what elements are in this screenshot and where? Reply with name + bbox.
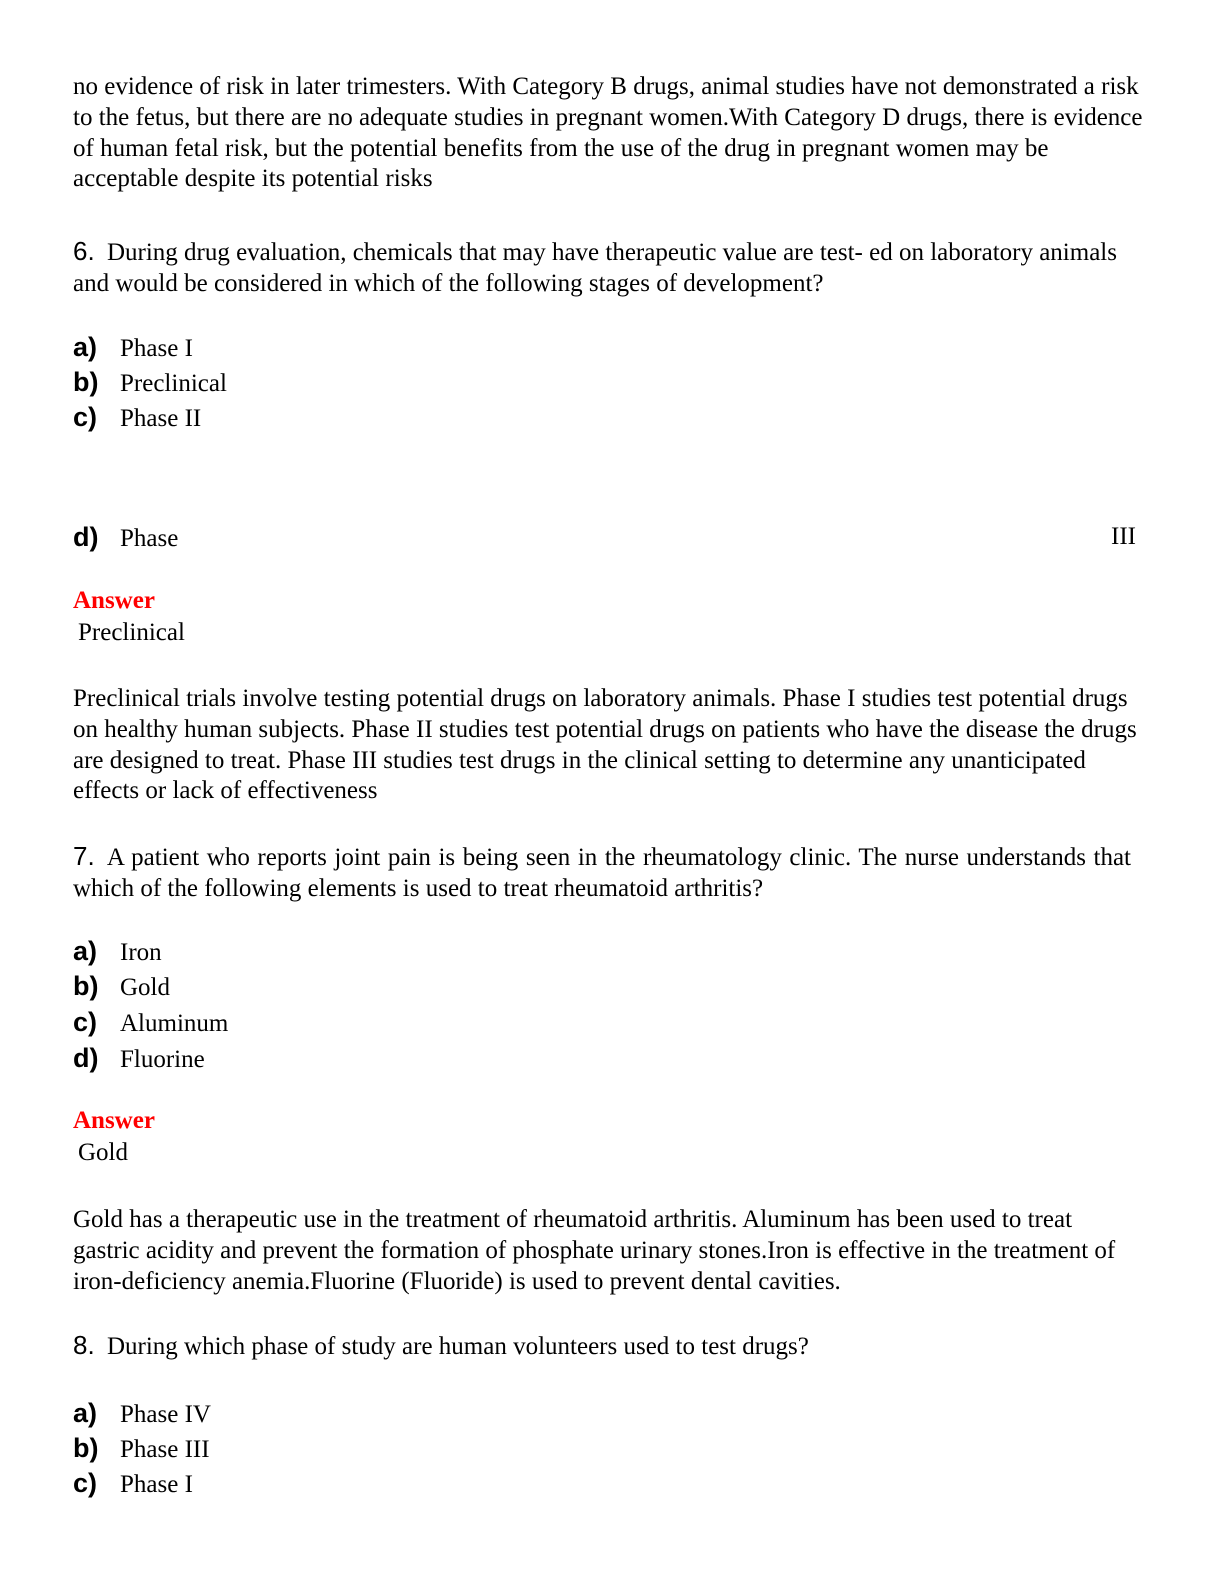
option-letter: c): [73, 402, 98, 432]
question-number: 6.: [73, 236, 95, 266]
option-8b[interactable]: [73, 1433, 210, 1465]
answer-heading: Answer: [73, 587, 155, 614]
option-letter: d): [73, 1043, 99, 1073]
option-7d[interactable]: [73, 1043, 205, 1075]
option-text: Preclinical: [120, 370, 227, 397]
answer-heading: Answer: [73, 1107, 155, 1134]
question-text: A patient who reports joint pain is being seen in the rheumatology clinic. The nurse understands that which of the following elements is used to treat rheumatoid arthritis?: [73, 844, 1131, 902]
option-6d-text-right: III: [1111, 523, 1136, 550]
question-6: [73, 236, 1131, 299]
option-letter: c): [73, 1468, 98, 1498]
option-text: Phase IV: [120, 1401, 211, 1428]
option-6c[interactable]: [73, 402, 201, 434]
answer-value: Gold: [78, 1139, 128, 1166]
option-text: Phase II: [120, 405, 202, 432]
intro-paragraph: no evidence of risk in later trimesters. With Category B drugs, animal studies have not demonstrated a risk to the fetus, but there are no adequate studies in pregnant women.With Category D drugs, there is evidence of human fetal risk, but the potential benefits from the use of the drug in pregnant women may be acceptable despite its potential risks: [73, 73, 1143, 193]
option-letter: d): [73, 522, 99, 552]
option-7a[interactable]: [73, 936, 162, 968]
option-text: Aluminum: [120, 1010, 229, 1037]
option-text: Phase I: [120, 335, 193, 362]
option-text: Fluorine: [120, 1046, 205, 1073]
option-7c[interactable]: [73, 1007, 228, 1039]
question-8: [73, 1330, 1131, 1363]
explanation-paragraph: Gold has a therapeutic use in the treatment of rheumatoid arthritis. Aluminum has been used to treat gastric acidity and prevent the formation of phosphate urinary stones.Iron is effective in the treatment of iron-deficiency anemia.Fluorine (Fluoride) is used to prevent dental cavities.: [73, 1206, 1116, 1295]
question-number: 8.: [73, 1330, 95, 1360]
question-text: During which phase of study are human volunteers used to test drugs?: [106, 1333, 809, 1360]
option-letter: a): [73, 936, 98, 966]
option-letter: b): [73, 971, 99, 1001]
question-7: [73, 841, 1131, 904]
option-6a[interactable]: [73, 332, 193, 364]
option-8a[interactable]: [73, 1398, 211, 1430]
option-6d[interactable]: [73, 522, 178, 554]
option-7b[interactable]: [73, 971, 170, 1003]
option-6b[interactable]: [73, 367, 227, 399]
option-text: Phase: [120, 525, 179, 552]
question-text: During drug evaluation, chemicals that may have therapeutic value are test- ed on laboratory animals and would be considered in which of the following stages of development?: [73, 239, 1117, 297]
option-letter: b): [73, 1433, 99, 1463]
explanation-paragraph: Preclinical trials involve testing potential drugs on laboratory animals. Phase I studies test potential drugs on healthy human subjects. Phase II studies test potential drugs on patients who have the disease the drugs are designed to treat. Phase III studies test drugs in the clinical setting to determine any unanticipated effects or lack of effectiveness: [73, 685, 1137, 805]
option-letter: b): [73, 367, 99, 397]
question-number: 7.: [73, 841, 95, 871]
option-text: Phase I: [120, 1471, 193, 1498]
answer-value: Preclinical: [78, 619, 185, 646]
option-letter: a): [73, 332, 98, 362]
option-letter: a): [73, 1398, 98, 1428]
option-text: Gold: [120, 974, 170, 1001]
option-8c[interactable]: [73, 1468, 193, 1500]
option-letter: c): [73, 1007, 98, 1037]
option-text: Phase III: [120, 1436, 210, 1463]
option-text: Iron: [120, 939, 162, 966]
